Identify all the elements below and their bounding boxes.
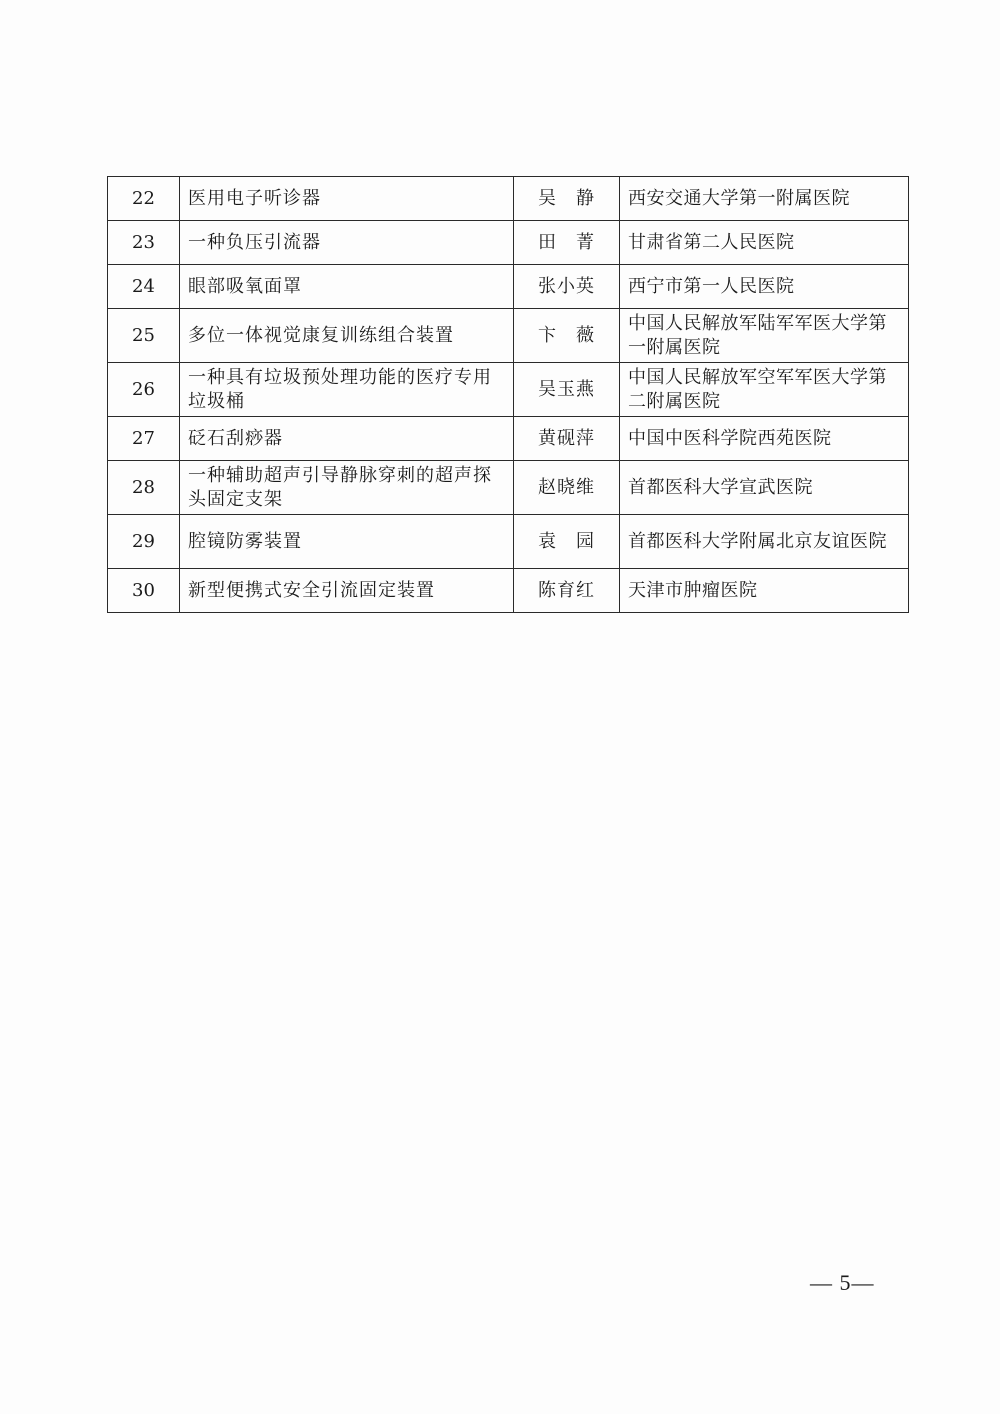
project-name: 一种辅助超声引导静脉穿刺的超声探头固定支架	[180, 461, 514, 515]
inventor-name: 袁 园	[514, 515, 620, 569]
project-name: 一种负压引流器	[180, 221, 514, 265]
inventor-name: 田 菁	[514, 221, 620, 265]
organization-name: 西宁市第一人民医院	[620, 265, 909, 309]
table-row	[108, 417, 909, 461]
inventor-name: 吴 静	[514, 177, 620, 221]
inventor-name: 张小英	[514, 265, 620, 309]
inventor-name: 陈育红	[514, 569, 620, 613]
table-row	[108, 515, 909, 569]
row-number: 25	[108, 309, 180, 363]
row-number: 26	[108, 363, 180, 417]
project-name: 一种具有垃圾预处理功能的医疗专用垃圾桶	[180, 363, 514, 417]
row-number: 23	[108, 221, 180, 265]
award-table	[107, 176, 909, 613]
table-row	[108, 363, 909, 417]
inventor-name: 吴玉燕	[514, 363, 620, 417]
row-number: 22	[108, 177, 180, 221]
project-name: 砭石刮痧器	[180, 417, 514, 461]
row-number: 29	[108, 515, 180, 569]
table-row	[108, 569, 909, 613]
table-body	[108, 177, 909, 613]
organization-name: 首都医科大学宣武医院	[620, 461, 909, 515]
organization-name: 首都医科大学附属北京友谊医院	[620, 515, 909, 569]
inventor-name: 赵晓维	[514, 461, 620, 515]
project-name: 眼部吸氧面罩	[180, 265, 514, 309]
page-number: — 5—	[810, 1270, 875, 1295]
organization-name: 天津市肿瘤医院	[620, 569, 909, 613]
organization-name: 西安交通大学第一附属医院	[620, 177, 909, 221]
table-row	[108, 177, 909, 221]
organization-name: 中国中医科学院西苑医院	[620, 417, 909, 461]
organization-name: 中国人民解放军陆军军医大学第一附属医院	[620, 309, 909, 363]
row-number: 28	[108, 461, 180, 515]
organization-name: 甘肃省第二人民医院	[620, 221, 909, 265]
project-name: 新型便携式安全引流固定装置	[180, 569, 514, 613]
project-name: 多位一体视觉康复训练组合装置	[180, 309, 514, 363]
table-row	[108, 461, 909, 515]
organization-name: 中国人民解放军空军军医大学第二附属医院	[620, 363, 909, 417]
table-row	[108, 265, 909, 309]
inventor-name: 黄砚萍	[514, 417, 620, 461]
row-number: 24	[108, 265, 180, 309]
table-row	[108, 309, 909, 363]
project-name: 医用电子听诊器	[180, 177, 514, 221]
row-number: 27	[108, 417, 180, 461]
project-name: 腔镜防雾装置	[180, 515, 514, 569]
row-number: 30	[108, 569, 180, 613]
table-row	[108, 221, 909, 265]
inventor-name: 卞 薇	[514, 309, 620, 363]
